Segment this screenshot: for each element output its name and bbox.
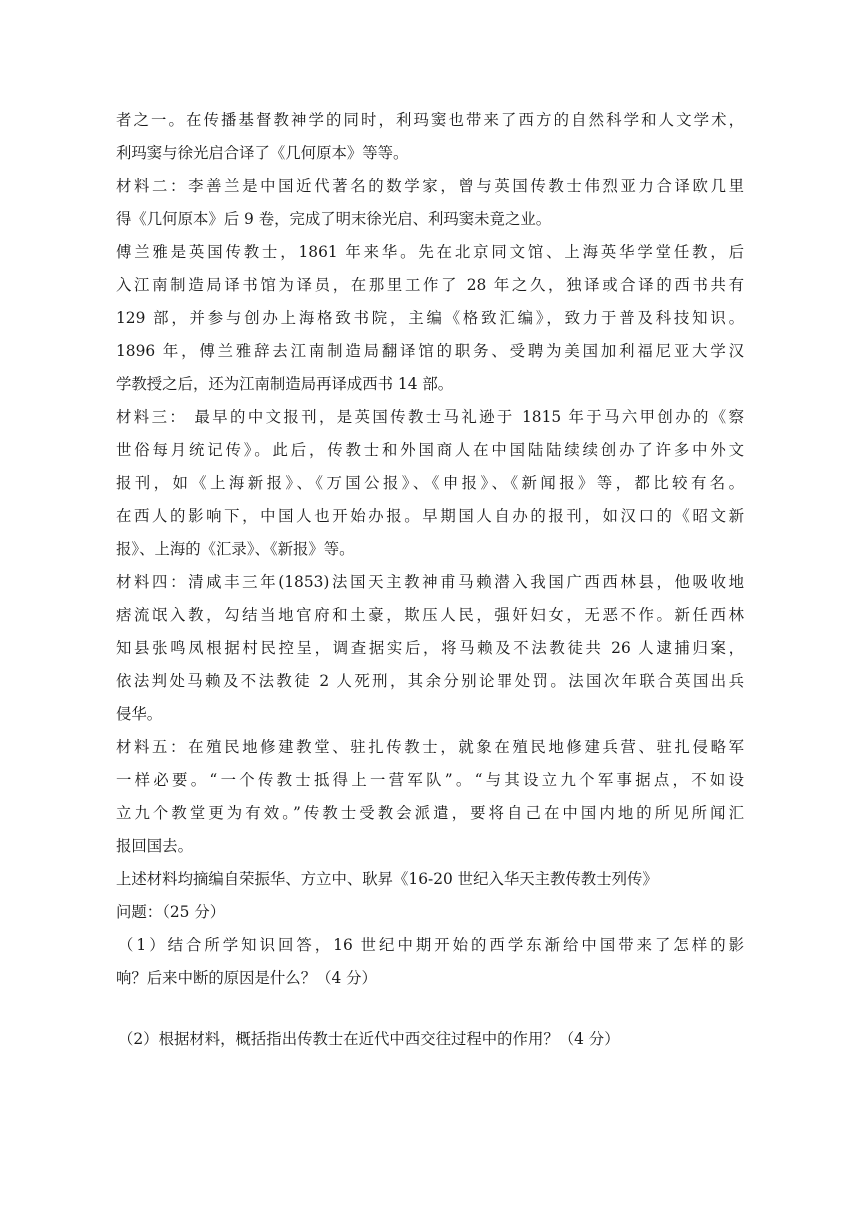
text-line: 利玛窦与徐光启合译了《几何原本》等等。	[116, 144, 409, 162]
text-line: 报回国去。	[116, 837, 193, 855]
text-line: 在西人的影响下，中国人也开始办报。早期国人自办的报刊，如汉口的《昭文新	[116, 507, 744, 525]
text-line: 问题：（25 分）	[116, 903, 226, 921]
text-line: 者之一。在传播基督教神学的同时，利玛窦也带来了西方的自然科学和人文学术，	[116, 111, 744, 129]
source-note	[116, 863, 744, 896]
question-header	[116, 896, 744, 929]
text-line: （2）根据材料，概括指出传教士在近代中西交往过程中的作用？（4 分）	[118, 1030, 620, 1048]
text-line: 立九个教堂更为有效。”传教士受教会派遣，要将自己在中国内地的所见所闻汇	[116, 804, 744, 822]
paragraph-material-two-fryer	[116, 236, 744, 401]
text-line: 报》、上海的《汇录》、《新报》等。	[116, 540, 355, 558]
text-line: 痞流氓入教，勾结当地官府和土豪，欺压人民，强奸妇女，无恶不作。新任西林	[116, 606, 744, 624]
paragraph-material-two	[116, 170, 744, 236]
text-line: 依法判处马赖及不法教徒 2 人死刑，其余分别论罪处罚。法国次年联合英国出兵	[116, 672, 744, 690]
text-line: 响？后来中断的原因是什么？（4 分）	[116, 969, 377, 987]
text-line: 傅兰雅是英国传教士，1861 年来华。先在北京同文馆、上海英华学堂任教，后	[116, 243, 744, 261]
text-line: 上述材料均摘编自荣振华、方立中、耿昇《16-20 世纪入华天主教传教士列传》	[116, 870, 658, 888]
text-line: 129 部，并参与创办上海格致书院，主编《格致汇编》，致力于普及科技知识。	[116, 309, 744, 327]
paragraph-material-four	[116, 566, 744, 731]
text-line: 材料三： 最早的中文报刊，是英国传教士马礼逊于 1815 年于马六甲创办的《察	[116, 408, 744, 426]
text-line: 材料四：清咸丰三年(1853)法国天主教神甫马赖潜入我国广西西林县，他吸收地	[116, 573, 744, 591]
text-line: （1）结合所学知识回答，16 世纪中期开始的西学东渐给中国带来了怎样的影	[118, 936, 744, 954]
paragraph-material-three	[116, 401, 744, 566]
text-line: 得《几何原本》后 9 卷，完成了明末徐光启、利玛窦未竟之业。	[116, 210, 552, 228]
question-one	[116, 929, 744, 995]
text-line: 材料五：在殖民地修建教堂、驻扎传教士，就象在殖民地修建兵营、驻扎侵略军	[116, 738, 744, 756]
paragraph-intro-continuation	[116, 104, 744, 170]
paragraph-material-five	[116, 731, 744, 863]
text-line: 入江南制造局译书馆为译员，在那里工作了 28 年之久，独译或合译的西书共有	[116, 276, 744, 294]
text-line: 1896 年，傅兰雅辞去江南制造局翻译馆的职务、受聘为美国加利福尼亚大学汉	[116, 342, 744, 360]
text-line: 一样必要。“一个传教士抵得上一营军队”。“与其设立九个军事据点，不如设	[116, 771, 744, 789]
text-line: 世俗每月统记传》。此后，传教士和外国商人在中国陆陆续续创办了许多中外文	[116, 441, 744, 459]
text-line: 报刊，如《上海新报》、《万国公报》、《申报》、《新闻报》等，都比较有名。	[116, 474, 744, 492]
text-line: 知县张鸣凤根据村民控呈，调查据实后，将马赖及不法教徒共 26 人逮捕归案，	[116, 639, 744, 657]
text-line: 学教授之后，还为江南制造局再译成西书 14 部。	[116, 375, 454, 393]
document-page	[116, 104, 744, 1056]
question-two	[116, 1023, 744, 1056]
text-line: 侵华。	[116, 705, 163, 723]
text-line: 材料二：李善兰是中国近代著名的数学家，曾与英国传教士伟烈亚力合译欧几里	[116, 177, 744, 195]
